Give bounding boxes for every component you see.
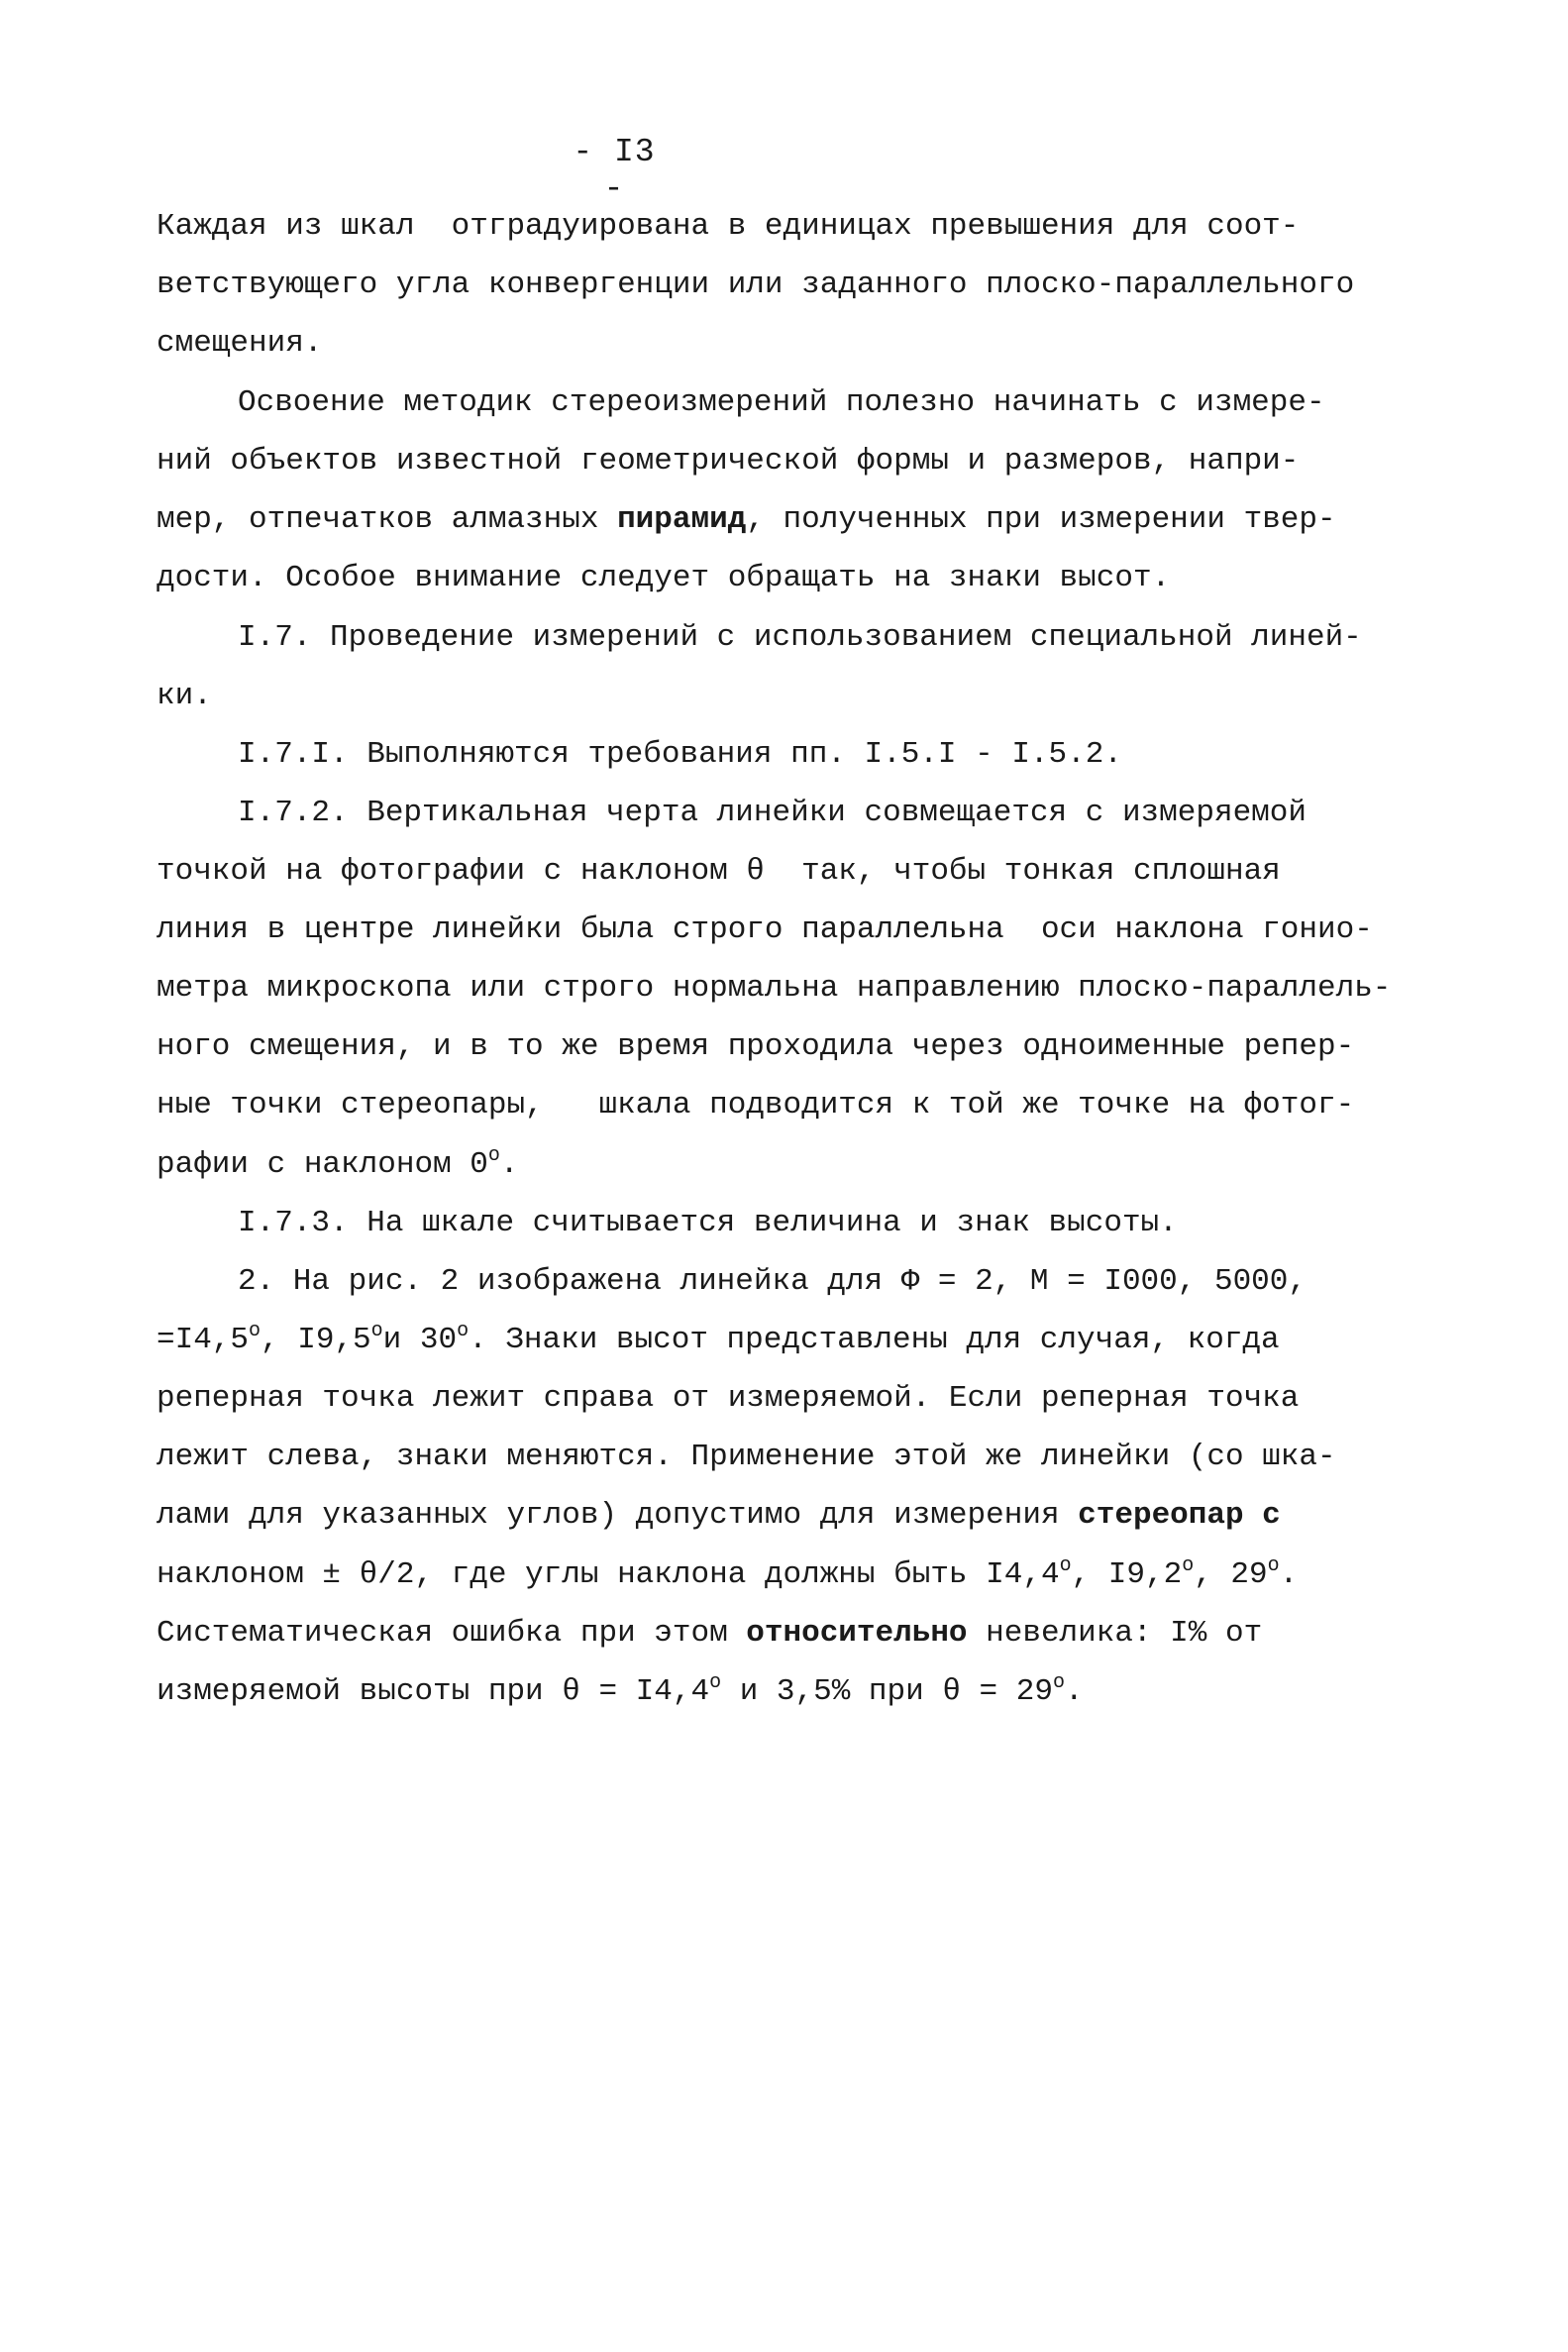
degree-sign: o: [370, 1320, 383, 1342]
page-number: - I3 -: [573, 134, 656, 207]
section-heading-1-7: I.7. Проведение измерений с использованием специальной линей-: [238, 620, 1362, 655]
text-line: [157, 1500, 1281, 1531]
degree-sign: o: [457, 1320, 470, 1342]
text-run: рафии с наклоном 0: [157, 1147, 488, 1182]
degree-sign: o: [1182, 1554, 1195, 1577]
text-run: и 3,5% при θ = 29: [721, 1674, 1053, 1709]
degree-sign: o: [1267, 1554, 1280, 1577]
section-1-7-2: I.7.2. Вертикальная черта линейки совмещается с измеряемой: [238, 796, 1307, 830]
text-line: лежит слева, знаки меняются. Применение этой же линейки (со шка-: [157, 1440, 1336, 1474]
text-line: ветствующего угла конвергенции или заданного плоско-параллельного: [157, 267, 1355, 302]
text-line: [157, 504, 1336, 535]
text-run: , 29: [1194, 1557, 1268, 1592]
text-line: [157, 1320, 1280, 1357]
text-line: метра микроскопа или строго нормальна направлению плоско-параллель-: [157, 971, 1392, 1006]
text-line: Освоение методик стереоизмерений полезно начинать с измере-: [238, 385, 1325, 420]
text-line: [157, 1144, 519, 1182]
text-line: ные точки стереопары, шкала подводится к той же точке на фотог-: [157, 1088, 1355, 1123]
text-run: .: [1279, 1557, 1299, 1592]
text-run: . Знаки высот представлены для случая, когда: [469, 1323, 1280, 1357]
bold-term: стереопар с: [1078, 1498, 1281, 1533]
text-line: линия в центре линейки была строго параллельна оси наклона гонио-: [157, 912, 1373, 947]
text-line: ний объектов известной геометрической формы и размеров, напри-: [157, 444, 1300, 479]
section-1-7-3: I.7.3. На шкале считывается величина и знак высоты.: [238, 1206, 1178, 1240]
degree-sign: o: [709, 1671, 722, 1694]
text-run: .: [1064, 1674, 1084, 1709]
text-run: невелика: I% от: [967, 1616, 1263, 1651]
text-run: , I9,5: [261, 1323, 371, 1357]
text-run: измеряемой высоты при θ = I4,4: [157, 1674, 710, 1709]
text-line: ки.: [157, 679, 212, 713]
text-line: реперная точка лежит справа от измеряемой. Если реперная точка: [157, 1381, 1300, 1416]
section-2: 2. На рис. 2 изображена линейка для Φ = 2, M = I000, 5000,: [238, 1264, 1307, 1299]
text-run: , I9,2: [1071, 1557, 1183, 1592]
degree-sign: o: [1052, 1671, 1065, 1694]
text-run: Систематическая ошибка при этом: [157, 1616, 747, 1651]
text-line: ного смещения, и в то же время проходила через одноименные репер-: [157, 1029, 1355, 1064]
section-1-7-1: I.7.I. Выполняются требования пп. I.5.I - I.5.2.: [238, 737, 1122, 772]
text-run: , полученных при измерении твер-: [746, 502, 1336, 537]
text-run: мер, отпечатков алмазных: [157, 502, 618, 537]
text-line: [157, 1618, 1262, 1649]
text-line: [157, 1671, 1084, 1709]
degree-sign: o: [487, 1144, 500, 1167]
text-run: .: [499, 1147, 519, 1182]
text-line: Каждая из шкал отградуирована в единицах превышения для соот-: [157, 209, 1300, 244]
text-run: наклоном ± θ/2, где углы наклона должны быть I4,4: [157, 1557, 1060, 1592]
text-line: смещения.: [157, 326, 323, 361]
text-run: и 30: [382, 1323, 458, 1357]
degree-sign: o: [249, 1320, 261, 1342]
text-line: точкой на фотографии с наклоном θ так, чтобы тонкая сплошная: [157, 854, 1281, 889]
bold-term: относительно: [746, 1616, 968, 1651]
text-line: [157, 1554, 1299, 1592]
bold-term: пирамид: [617, 502, 747, 537]
degree-sign: o: [1059, 1554, 1072, 1577]
text-line: дости. Особое внимание следует обращать на знаки высот.: [157, 561, 1171, 595]
text-run: лами для указанных углов) допустимо для измерения: [157, 1498, 1079, 1533]
text-run: =I4,5: [157, 1323, 250, 1357]
